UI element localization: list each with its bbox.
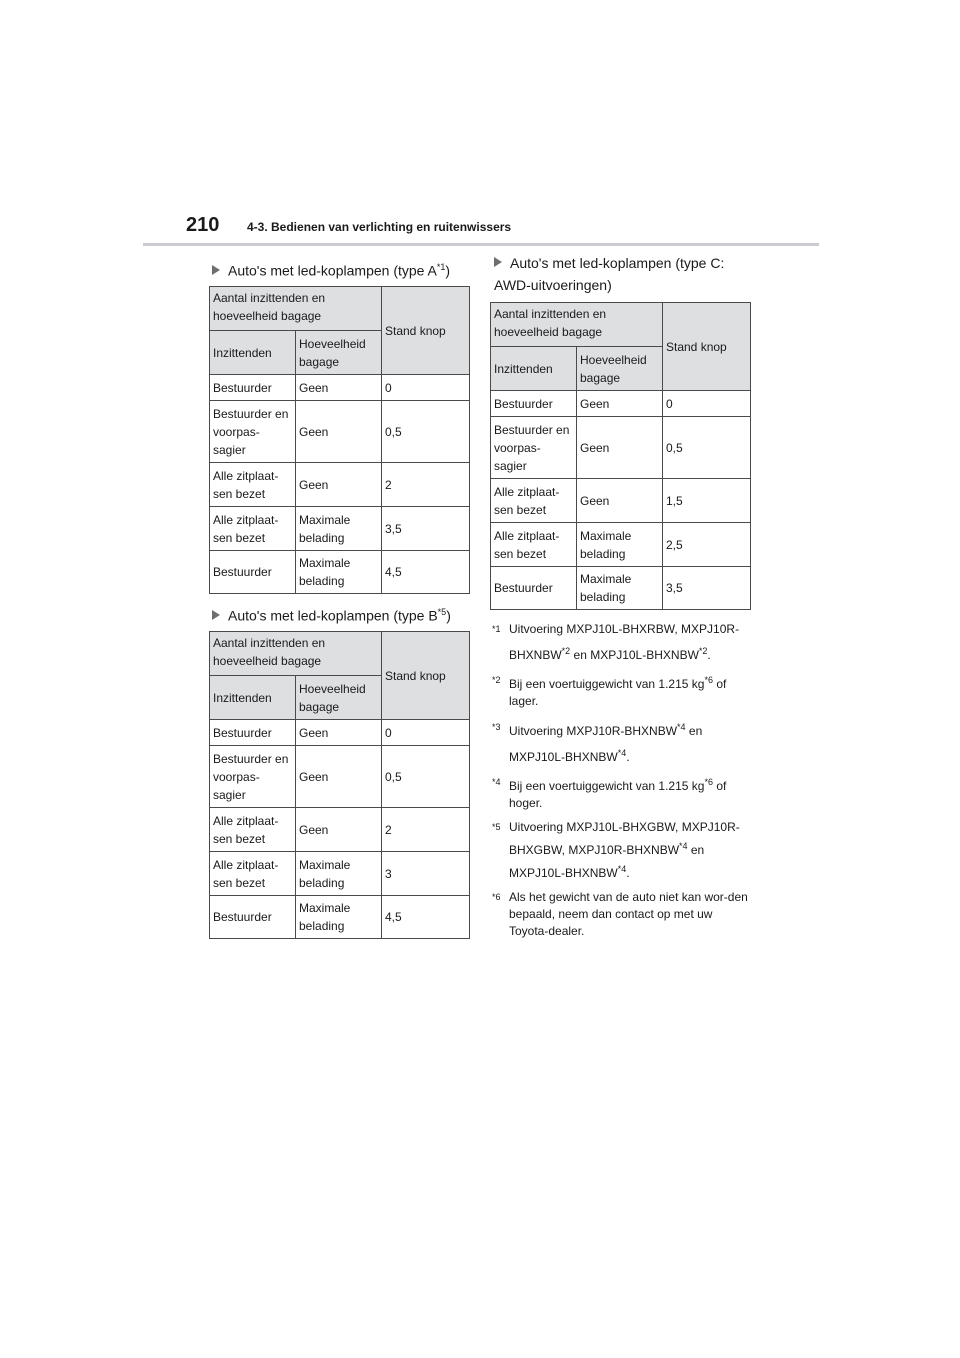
table-row: Bestuurder Maximale belading 3,5 — [491, 567, 751, 610]
table-row: Alle zitplaat-sen bezet Geen 2 — [210, 463, 470, 507]
header-occupants: Inzittenden — [210, 676, 296, 720]
table-c-heading: Auto's met led-koplampen (type C: AWD-uitvoeringen) — [494, 255, 725, 293]
footnote-6: *6 Als het gewicht van de auto niet kan wor-den bepaald, neem dan contact op met uw Toyota-dealer. — [492, 890, 748, 938]
table-row: Alle zitplaat-sen bezet Maximale belading 3,5 — [210, 507, 470, 551]
triangle-bullet-icon — [494, 257, 502, 267]
table-row: Alle zitplaat-sen bezet Geen 1,5 — [491, 479, 751, 523]
header-position: Stand knop — [382, 632, 470, 720]
footnote-2: *2 Bij een voertuiggewicht van 1.215 $kg^{*6}$ of lager. — [492, 675, 727, 708]
table-row: Bestuurder Geen 0 — [210, 720, 470, 746]
header-luggage: Hoeveelheid bagage — [296, 331, 382, 375]
header-occupants-luggage: Aantal inzittenden en hoeveelheid bagage — [210, 632, 382, 676]
table-a — [209, 286, 470, 594]
header-occupants-luggage: Aantal inzittenden en hoeveelheid bagage — [210, 287, 382, 331]
footnote-1: *1 Uitvoering MXPJ10L-BHXRBW, MXPJ10R-BHXNBW$^{*2}$ en MXPJ10L-BHXNBW$^{*2}$. — [492, 622, 740, 662]
table-row: Alle zitplaat-sen bezet Maximale belading 2,5 — [491, 523, 751, 567]
table-b-heading: Auto's met led-koplampen (type $B^{*5}$) — [212, 601, 451, 627]
table-a-heading: Auto's met led-koplampen (type $A^{*1}$) — [212, 256, 450, 282]
table-row: Alle zitplaat-sen bezet Geen 2 — [210, 808, 470, 852]
footnote-3: *3 Uitvoering MXPJ10R-BHXNBW$^{*4}$ en MXPJ10L-BHXNBW$^{*4}$. — [492, 722, 703, 764]
table-row: Bestuurder en voorpas-sagier Geen 0,5 — [491, 417, 751, 479]
triangle-bullet-icon — [212, 610, 220, 620]
table-row: Bestuurder en voorpas-sagier Geen 0,5 — [210, 401, 470, 463]
footnote-4: *4 Bij een voertuiggewicht van 1.215 $kg^{*6}$ of hoger. — [492, 777, 727, 810]
header-divider — [143, 243, 819, 246]
table-c — [490, 302, 751, 610]
header-luggage: Hoeveelheid bagage — [296, 676, 382, 720]
header-position: Stand knop — [382, 287, 470, 375]
header-occupants-luggage: Aantal inzittenden en hoeveelheid bagage — [491, 303, 663, 347]
table-row: Bestuurder Maximale belading 4,5 — [210, 551, 470, 594]
table-row: Bestuurder Geen 0 — [491, 391, 751, 417]
footnote-5: *5 Uitvoering MXPJ10L-BHXGBW, MXPJ10R-BHXGBW, MXPJ10R-BHXNBW$^{*4}$ en MXPJ10L-BHXNBW$^{*4}$. — [492, 820, 740, 880]
header-luggage: Hoeveelheid bagage — [577, 347, 663, 391]
section-title: 4-3. Bedienen van verlichting en ruitenwissers — [247, 220, 512, 234]
page-number: 210 — [186, 214, 220, 236]
table-row: Bestuurder Geen 0 — [210, 375, 470, 401]
table-row: Alle zitplaat-sen bezet Maximale belading 3 — [210, 852, 470, 896]
footnotes — [492, 618, 754, 946]
table-row: Bestuurder en voorpas-sagier Geen 0,5 — [210, 746, 470, 808]
header-occupants: Inzittenden — [491, 347, 577, 391]
table-row: Bestuurder Maximale belading 4,5 — [210, 896, 470, 939]
header-occupants: Inzittenden — [210, 331, 296, 375]
table-b — [209, 631, 470, 939]
header-position: Stand knop — [663, 303, 751, 391]
triangle-bullet-icon — [212, 265, 220, 275]
